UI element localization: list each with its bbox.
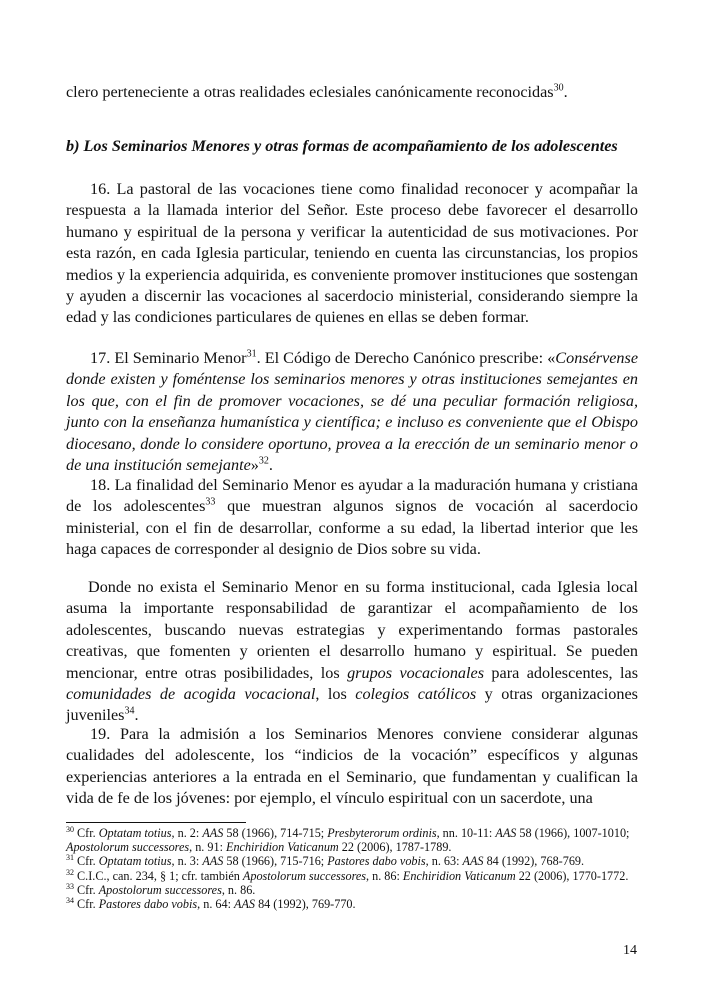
paragraph-19: 19. Para la admisión a los Seminarios Menores conviene considerar algunas cualidades del adolescente, los “indicios de la vocación” específicos y algunas experiencias anteriores a la entrada en el Seminario, que fundamentan y cualifican la vida de fe de los jóvenes: por ejemplo, el vínculo espiritual con un sacerdote, una [66, 725, 638, 808]
section-heading: b) Los Seminarios Menores y otras formas de acompañamiento de los adolescentes [66, 137, 618, 155]
continuation-paragraph: clero perteneciente a otras realidades eclesiales canónicamente reconocidas$^{30}$. [66, 82, 568, 101]
footnote-33: $^{33}$ Cfr. Apostolorum successores, n. 86. [66, 881, 256, 897]
footnotes [66, 826, 639, 911]
footnote-ref-30[interactable]: 30 [553, 82, 564, 94]
footnote-separator [66, 822, 246, 823]
page-number: 14 [623, 943, 637, 958]
footnote-ref-33[interactable]: 33 [205, 497, 216, 509]
footnote-30: $^{30}$ Cfr. Optatam totius, n. 2: AAS 58 (1966), 714-715; Presbyterorum ordinis, nn. 10-11: AAS 58 (1966), 1007-1010; Apostolorum successores, n. 91: Enchiridion Vaticanum 22 (2006), 1787-1789. [66, 824, 630, 855]
canon-quote: Consérvense donde existen y foméntense los seminarios menores y otras instituciones semejantes en los que, con el fin de promover vocaciones, se dé una peculiar formación religiosa, junto con la enseñanza humanística y científica; e incluso es conveniente que el Obispo diocesano, donde lo considere oportuno, provea a la erección de un seminario menor o de una institución semejante [66, 349, 639, 475]
paragraph-18: 18. La finalidad del Seminario Menor es ayudar a la maduración humana y cristiana de los adolescentes$^{33}$ que muestran algunos signos de vocación al sacerdocio ministerial, con el fin de desarrollar, conforme a su edad, la libertad interior que les haga capaces de corresponder al designio de Dios sobre su vida. [66, 476, 639, 559]
footnote-32: $^{32}$ C.I.C., can. 234, § 1; cfr. también Apostolorum successores, n. 86: Enchiridion Vaticanum 22 (2006), 1770-1772. [66, 867, 629, 883]
paragraph-18-continued: Donde no exista el Seminario Menor en su forma institucional, cada Iglesia local asuma la importante responsabilidad de garantizar el acompañamiento de los adolescentes, buscando nuevas estrategias y experimentando formas pastorales creativas, que fomenten y orienten el desarrollo humano y espiritual. Se pueden mencionar, entre otras posibilidades, los grupos vocacionales para adolescentes, las comunidades de acogida vocacional, los colegios católicos y otras organizaciones juveniles$^{34}$. [66, 578, 638, 725]
paragraph-16: 16. La pastoral de las vocaciones tiene como finalidad reconocer y acompañar la respuesta a la llamada interior del Señor. Este proceso debe favorecer el desarrollo humano y espiritual de la persona y verificar la autenticidad de sus motivaciones. Por esta razón, en cada Iglesia particular, teniendo en cuenta las circunstancias, los propios medios y la experiencia adquirida, es conveniente promover instituciones que sostengan y ayuden a discernir las vocaciones al sacerdocio ministerial, considerando siempre la edad y las condiciones particulares de quienes en ellas se deben formar. [66, 180, 638, 327]
footnote-ref-32[interactable]: 32 [258, 455, 269, 467]
footnote-31: $^{31}$ Cfr. Optatam totius, n. 3: AAS 58 (1966), 715-716; Pastores dabo vobis, n. 63: AAS 84 (1992), 768-769. [66, 853, 585, 869]
footnote-34: $^{34}$ Cfr. Pastores dabo vobis, n. 64: AAS 84 (1992), 769-770. [66, 895, 356, 912]
footnote-ref-31[interactable]: 31 [246, 348, 257, 360]
paragraph-17: 17. El Seminario Menor$^{31}$. El Código de Derecho Canónico prescribe: «Consérvense donde existen y foméntense los seminarios menores y otras instituciones semejantes en los que, con el fin de promover vocaciones, se dé una peculiar formación religiosa, junto con la enseñanza humanística y científica; e incluso es conveniente que el Obispo diocesano, donde lo considere oportuno, provea a la erección de un seminario menor o de una institución semejante»$^{32}$. [66, 348, 639, 475]
footnote-ref-34[interactable]: 34 [124, 706, 135, 718]
